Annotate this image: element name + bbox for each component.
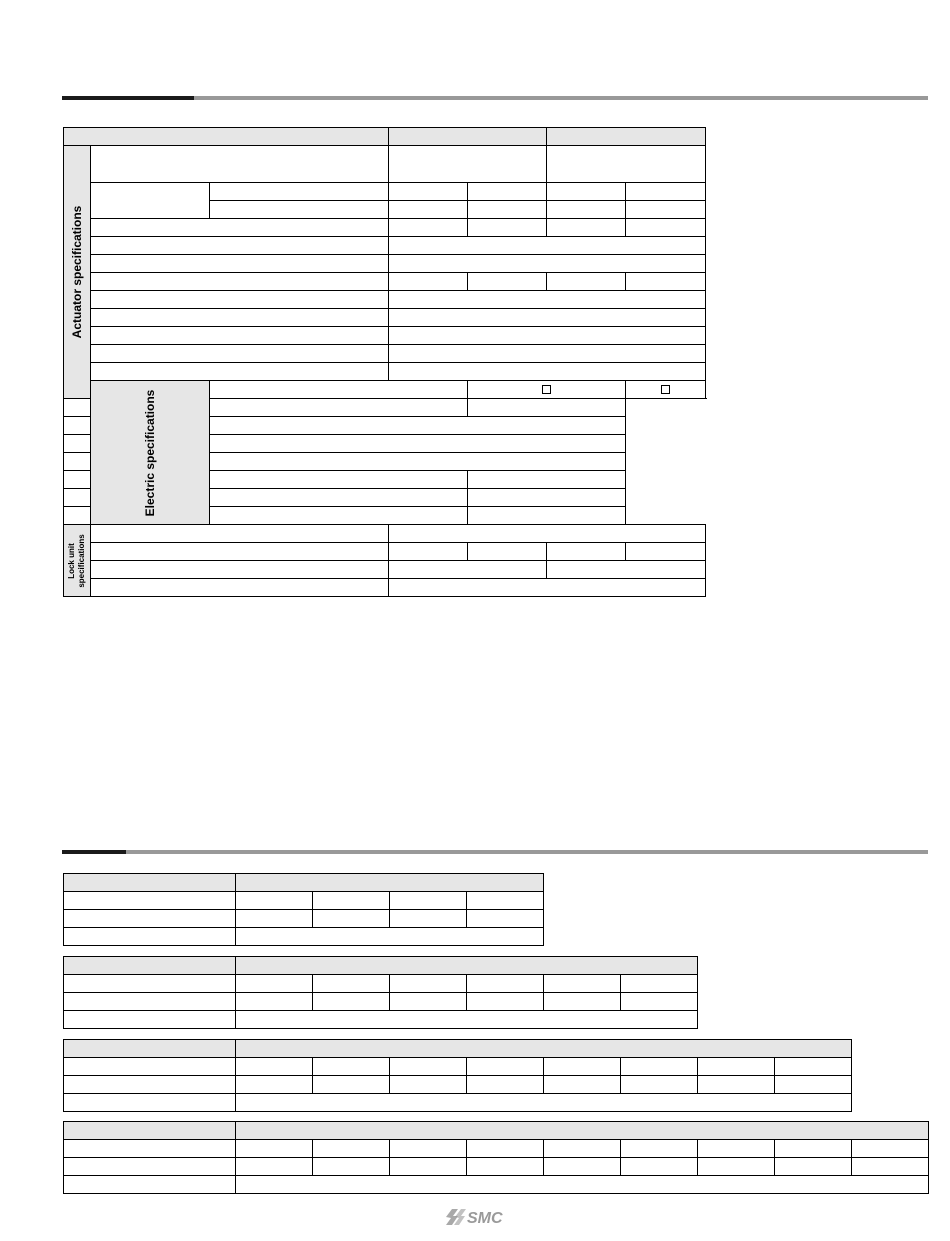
- table-cell: [91, 327, 389, 345]
- table-cell: [544, 1076, 621, 1094]
- table-cell: [547, 561, 706, 579]
- table-header-cell: [64, 1040, 236, 1058]
- table-cell: [852, 1158, 929, 1176]
- table-cell: [390, 1058, 467, 1076]
- table-cell: [389, 146, 547, 183]
- table-cell: [621, 1076, 698, 1094]
- table-cell: [547, 183, 626, 201]
- table-cell: [467, 910, 544, 928]
- stroke-table-1: [63, 873, 544, 946]
- table-header-cell: [64, 128, 389, 146]
- table-cell: [91, 183, 210, 219]
- table-cell: [621, 993, 698, 1011]
- table-cell: [236, 910, 313, 928]
- table-cell: [236, 1176, 929, 1194]
- table-cell: [236, 975, 313, 993]
- table-cell: [467, 1058, 544, 1076]
- table-header-cell: [64, 1122, 236, 1140]
- stroke-table-2: [63, 956, 698, 1029]
- section-divider-2: [62, 850, 928, 854]
- table-cell: [389, 255, 706, 273]
- table-header-cell: [547, 128, 706, 146]
- table-cell: [210, 507, 468, 525]
- table-cell: [468, 399, 626, 417]
- table-cell: [236, 1158, 313, 1176]
- table-cell: [313, 975, 390, 993]
- table-cell: [91, 273, 389, 291]
- checkbox-icon: [661, 385, 670, 394]
- table-cell: [775, 1058, 852, 1076]
- table-header-cell: [236, 874, 544, 892]
- table-cell: [210, 183, 389, 201]
- table-cell: [91, 561, 389, 579]
- table-cell: [210, 471, 468, 489]
- table-cell: [210, 381, 468, 399]
- table-cell: [852, 1140, 929, 1158]
- table-cell: [775, 1140, 852, 1158]
- table-cell: [210, 201, 389, 219]
- table-cell: [236, 1058, 313, 1076]
- table-cell: [698, 1140, 775, 1158]
- section-divider-1: [62, 96, 928, 100]
- lock-unit-specifications-group: [64, 525, 91, 597]
- table-cell: [210, 417, 626, 435]
- table-cell: [468, 219, 547, 237]
- table-cell: [389, 309, 706, 327]
- table-cell: [91, 291, 389, 309]
- table-cell: [621, 1058, 698, 1076]
- table-cell: [468, 273, 547, 291]
- table-cell: [544, 1158, 621, 1176]
- table-cell: [626, 381, 706, 399]
- table-cell: [547, 273, 626, 291]
- table-cell: [91, 345, 389, 363]
- table-cell: [64, 993, 236, 1011]
- table-cell: [313, 993, 390, 1011]
- table-cell: [91, 219, 389, 237]
- table-cell: [91, 255, 389, 273]
- table-cell: [64, 1158, 236, 1176]
- table-cell: [468, 183, 547, 201]
- table-cell: [468, 381, 626, 399]
- table-cell: [390, 1140, 467, 1158]
- table-cell: [210, 489, 468, 507]
- table-cell: [210, 399, 468, 417]
- table-cell: [389, 579, 706, 597]
- table-cell: [313, 892, 390, 910]
- table-cell: [64, 892, 236, 910]
- table-cell: [91, 309, 389, 327]
- lock-unit-label-line2: specifications: [77, 533, 86, 588]
- lock-unit-label-line1: Lock unit: [67, 542, 76, 579]
- table-cell: [621, 975, 698, 993]
- table-cell: [236, 892, 313, 910]
- table-cell: [389, 237, 706, 255]
- table-cell: [547, 146, 706, 183]
- actuator-specifications-label: Actuator specifications: [70, 205, 84, 339]
- table-cell: [547, 543, 626, 561]
- table-cell: [236, 993, 313, 1011]
- table-cell: [389, 273, 468, 291]
- table-cell: [390, 975, 467, 993]
- table-cell: [64, 910, 236, 928]
- table-cell: [544, 1140, 621, 1158]
- table-cell: [467, 993, 544, 1011]
- table-cell: [698, 1076, 775, 1094]
- table-cell: [390, 1158, 467, 1176]
- table-header-cell: [64, 957, 236, 975]
- table-cell: [775, 1158, 852, 1176]
- table-cell: [389, 291, 706, 309]
- table-cell: [64, 1011, 236, 1029]
- table-cell: [467, 1158, 544, 1176]
- table-cell: [390, 1076, 467, 1094]
- table-cell: [64, 975, 236, 993]
- table-cell: [544, 975, 621, 993]
- table-cell: [313, 1058, 390, 1076]
- table-cell: [390, 910, 467, 928]
- table-cell: [236, 1011, 698, 1029]
- table-cell: [547, 219, 626, 237]
- table-cell: [64, 1094, 236, 1112]
- table-cell: [236, 1094, 852, 1112]
- table-cell: [468, 201, 547, 219]
- table-cell: [626, 273, 706, 291]
- table-cell: [64, 928, 236, 946]
- table-cell: [64, 1176, 236, 1194]
- table-cell: [467, 1076, 544, 1094]
- table-cell: [698, 1058, 775, 1076]
- table-cell: [547, 201, 626, 219]
- table-cell: [210, 435, 626, 453]
- lock-unit-specifications-label: [67, 534, 87, 587]
- table-cell: [389, 543, 468, 561]
- checkbox-icon: [542, 385, 551, 394]
- table-cell: [236, 1076, 313, 1094]
- table-cell: [389, 363, 706, 381]
- table-cell: [544, 1058, 621, 1076]
- table-cell: [468, 543, 547, 561]
- table-cell: [313, 1158, 390, 1176]
- table-cell: [389, 561, 547, 579]
- table-cell: [389, 219, 468, 237]
- table-cell: [91, 363, 389, 381]
- table-cell: [468, 507, 626, 525]
- stroke-table-3: [63, 1039, 852, 1112]
- smc-logo: [444, 1206, 512, 1228]
- section-divider-accent: [62, 96, 194, 100]
- table-cell: [91, 146, 389, 183]
- table-cell: [236, 1140, 313, 1158]
- table-header-cell: [389, 128, 547, 146]
- table-cell: [468, 471, 626, 489]
- table-cell: [210, 453, 626, 471]
- table-cell: [389, 525, 706, 543]
- table-cell: [775, 1076, 852, 1094]
- table-cell: [91, 525, 389, 543]
- table-cell: [621, 1158, 698, 1176]
- table-cell: [621, 1140, 698, 1158]
- table-cell: [390, 993, 467, 1011]
- smc-logo-text: SMC: [467, 1210, 503, 1227]
- table-cell: [467, 975, 544, 993]
- table-cell: [313, 1076, 390, 1094]
- table-cell: [626, 543, 706, 561]
- table-cell: [389, 183, 468, 201]
- actuator-specifications-group: [64, 146, 91, 399]
- specifications-table: [63, 127, 706, 597]
- table-header-cell: [236, 957, 698, 975]
- table-cell: [64, 1076, 236, 1094]
- table-cell: [236, 928, 544, 946]
- electric-specifications-label: Electric specifications: [143, 389, 157, 516]
- table-cell: [467, 1140, 544, 1158]
- table-cell: [91, 579, 389, 597]
- table-cell: [313, 910, 390, 928]
- table-header-cell: [64, 874, 236, 892]
- table-cell: [389, 201, 468, 219]
- table-cell: [91, 543, 389, 561]
- table-cell: [313, 1140, 390, 1158]
- table-cell: [389, 327, 706, 345]
- section-divider-accent: [62, 850, 126, 854]
- table-cell: [468, 489, 626, 507]
- table-cell: [467, 892, 544, 910]
- table-cell: [64, 1140, 236, 1158]
- electric-specifications-group: [91, 381, 210, 525]
- table-cell: [389, 345, 706, 363]
- table-cell: [91, 237, 389, 255]
- table-cell: [626, 219, 706, 237]
- table-header-cell: [236, 1040, 852, 1058]
- table-cell: [626, 201, 706, 219]
- table-cell: [626, 183, 706, 201]
- table-cell: [544, 993, 621, 1011]
- table-cell: [698, 1158, 775, 1176]
- table-cell: [64, 1058, 236, 1076]
- stroke-table-4: [63, 1121, 929, 1194]
- table-cell: [390, 892, 467, 910]
- table-header-cell: [236, 1122, 929, 1140]
